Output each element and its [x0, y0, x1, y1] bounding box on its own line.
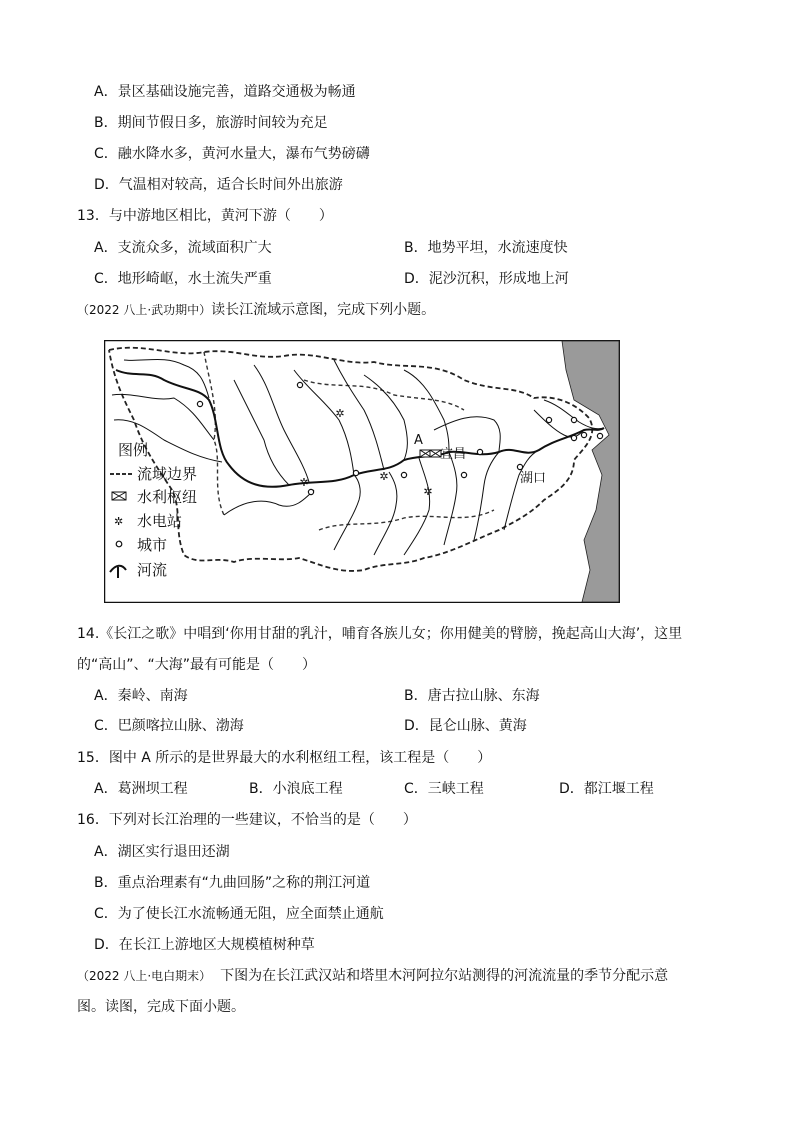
- water-hubs: [420, 450, 441, 457]
- q12-option-d: D．气温相对较高，适合长时间外出旅游: [94, 177, 343, 193]
- q14-option-b: B．唐古拉山脉、东海: [404, 688, 540, 704]
- city-icon: [353, 470, 358, 475]
- intro-1-text: 读长江流域示意图，完成下列小题。: [211, 302, 436, 318]
- q13-stem: 13．与中游地区相比，黄河下游（ ）: [77, 208, 333, 224]
- q15-option-b: B．小浪底工程: [249, 781, 343, 797]
- q15-stem: 15．图中 A 所示的是世界最大的水利枢纽工程，该工程是（ ）: [77, 750, 492, 766]
- city-icon: [597, 433, 602, 438]
- city-icon: [308, 489, 313, 494]
- hydropower-station-icon: ✲: [335, 407, 345, 420]
- hydropower-station-icon: ✲: [423, 485, 433, 498]
- yangtze-basin-map: [104, 340, 620, 603]
- city-icon: [401, 472, 406, 477]
- q12-option-c: C．融水降水多，黄河水量大，瀑布气势磅礴: [94, 146, 370, 162]
- q13-option-b: B．地势平坦，水流速度快: [404, 240, 568, 256]
- intro-1: [77, 300, 435, 320]
- q16-option-a: A．湖区实行退田还湖: [94, 844, 230, 860]
- intro-2-source: （2022 八上·电白期末）: [77, 969, 212, 983]
- legend-boundary-label: 流域边界: [137, 465, 198, 483]
- intro-1-source: （2022 八上·武功期中）: [77, 303, 212, 317]
- q15-option-a: A．葛洲坝工程: [94, 781, 188, 797]
- city-icon: [477, 449, 482, 454]
- q16-option-d: D．在长江上游地区大规模植树种草: [94, 937, 315, 953]
- q16-stem: 16．下列对长江治理的一些建议，不恰当的是（ ）: [77, 812, 417, 828]
- intro-2-text-1: 下图为在长江武汉站和塔里木河阿拉尔站测得的河流流量的季节分配示意: [220, 968, 669, 984]
- intro-2-line-1: [77, 966, 668, 986]
- city-icon: [517, 464, 522, 469]
- city-icon: [197, 401, 202, 406]
- label-a: A: [414, 433, 423, 448]
- q14-option-a: A．秦岭、南海: [94, 688, 188, 704]
- city-icon: [571, 417, 576, 422]
- q14-stem-line-1: 14.《长江之歌》中唱到‘你用甘甜的乳汁，哺育各族儿女；你用健美的臂膀，挽起高山大海’，这里: [77, 626, 683, 642]
- legend-river-label: 河流: [137, 561, 168, 579]
- q13-option-a: A．支流众多，流域面积广大: [94, 240, 272, 256]
- q16-option-c: C．为了使长江水流畅通无阻，应全面禁止通航: [94, 906, 384, 922]
- q14-option-c: C．巴颜喀拉山脉、渤海: [94, 718, 244, 734]
- hydropower-station-icon: ✲: [299, 476, 309, 489]
- legend-hub-label: 水利枢纽: [137, 488, 198, 506]
- label-hukou: 湖口: [520, 471, 547, 486]
- q13-option-d: D．泥沙沉积，形成地上河: [404, 271, 569, 287]
- q14-stem-line-2: 的“高山”、“大海”最有可能是（ ）: [77, 657, 317, 673]
- city-icon: [461, 472, 466, 477]
- legend-station-label: 水电站: [137, 512, 183, 530]
- legend-city-label: 城市: [137, 536, 168, 554]
- q12-option-a: A．景区基础设施完善，道路交通极为畅通: [94, 84, 356, 100]
- q12-option-b: B．期间节假日多，旅游时间较为充足: [94, 115, 328, 131]
- label-yichang: 宜昌: [440, 447, 467, 462]
- intro-2-line-2: 图。读图，完成下面小题。: [77, 999, 245, 1015]
- q13-option-c: C．地形崎岖，水土流失严重: [94, 271, 272, 287]
- city-icon: [297, 382, 302, 387]
- city-icon: [571, 435, 576, 440]
- q15-option-d: D．都江堰工程: [559, 781, 654, 797]
- city-icon: [581, 432, 586, 437]
- q14-option-d: D．昆仑山脉、黄海: [404, 718, 527, 734]
- q16-option-b: B．重点治理素有“九曲回肠”之称的荆江河道: [94, 875, 371, 891]
- legend-title: 图例: [118, 441, 149, 459]
- city-icon: [546, 417, 551, 422]
- q15-option-c: C．三峡工程: [404, 781, 484, 797]
- legend-city-symbol: [116, 541, 122, 547]
- hydropower-station-icon: ✲: [379, 470, 389, 483]
- legend-station-symbol: ✲: [114, 515, 124, 528]
